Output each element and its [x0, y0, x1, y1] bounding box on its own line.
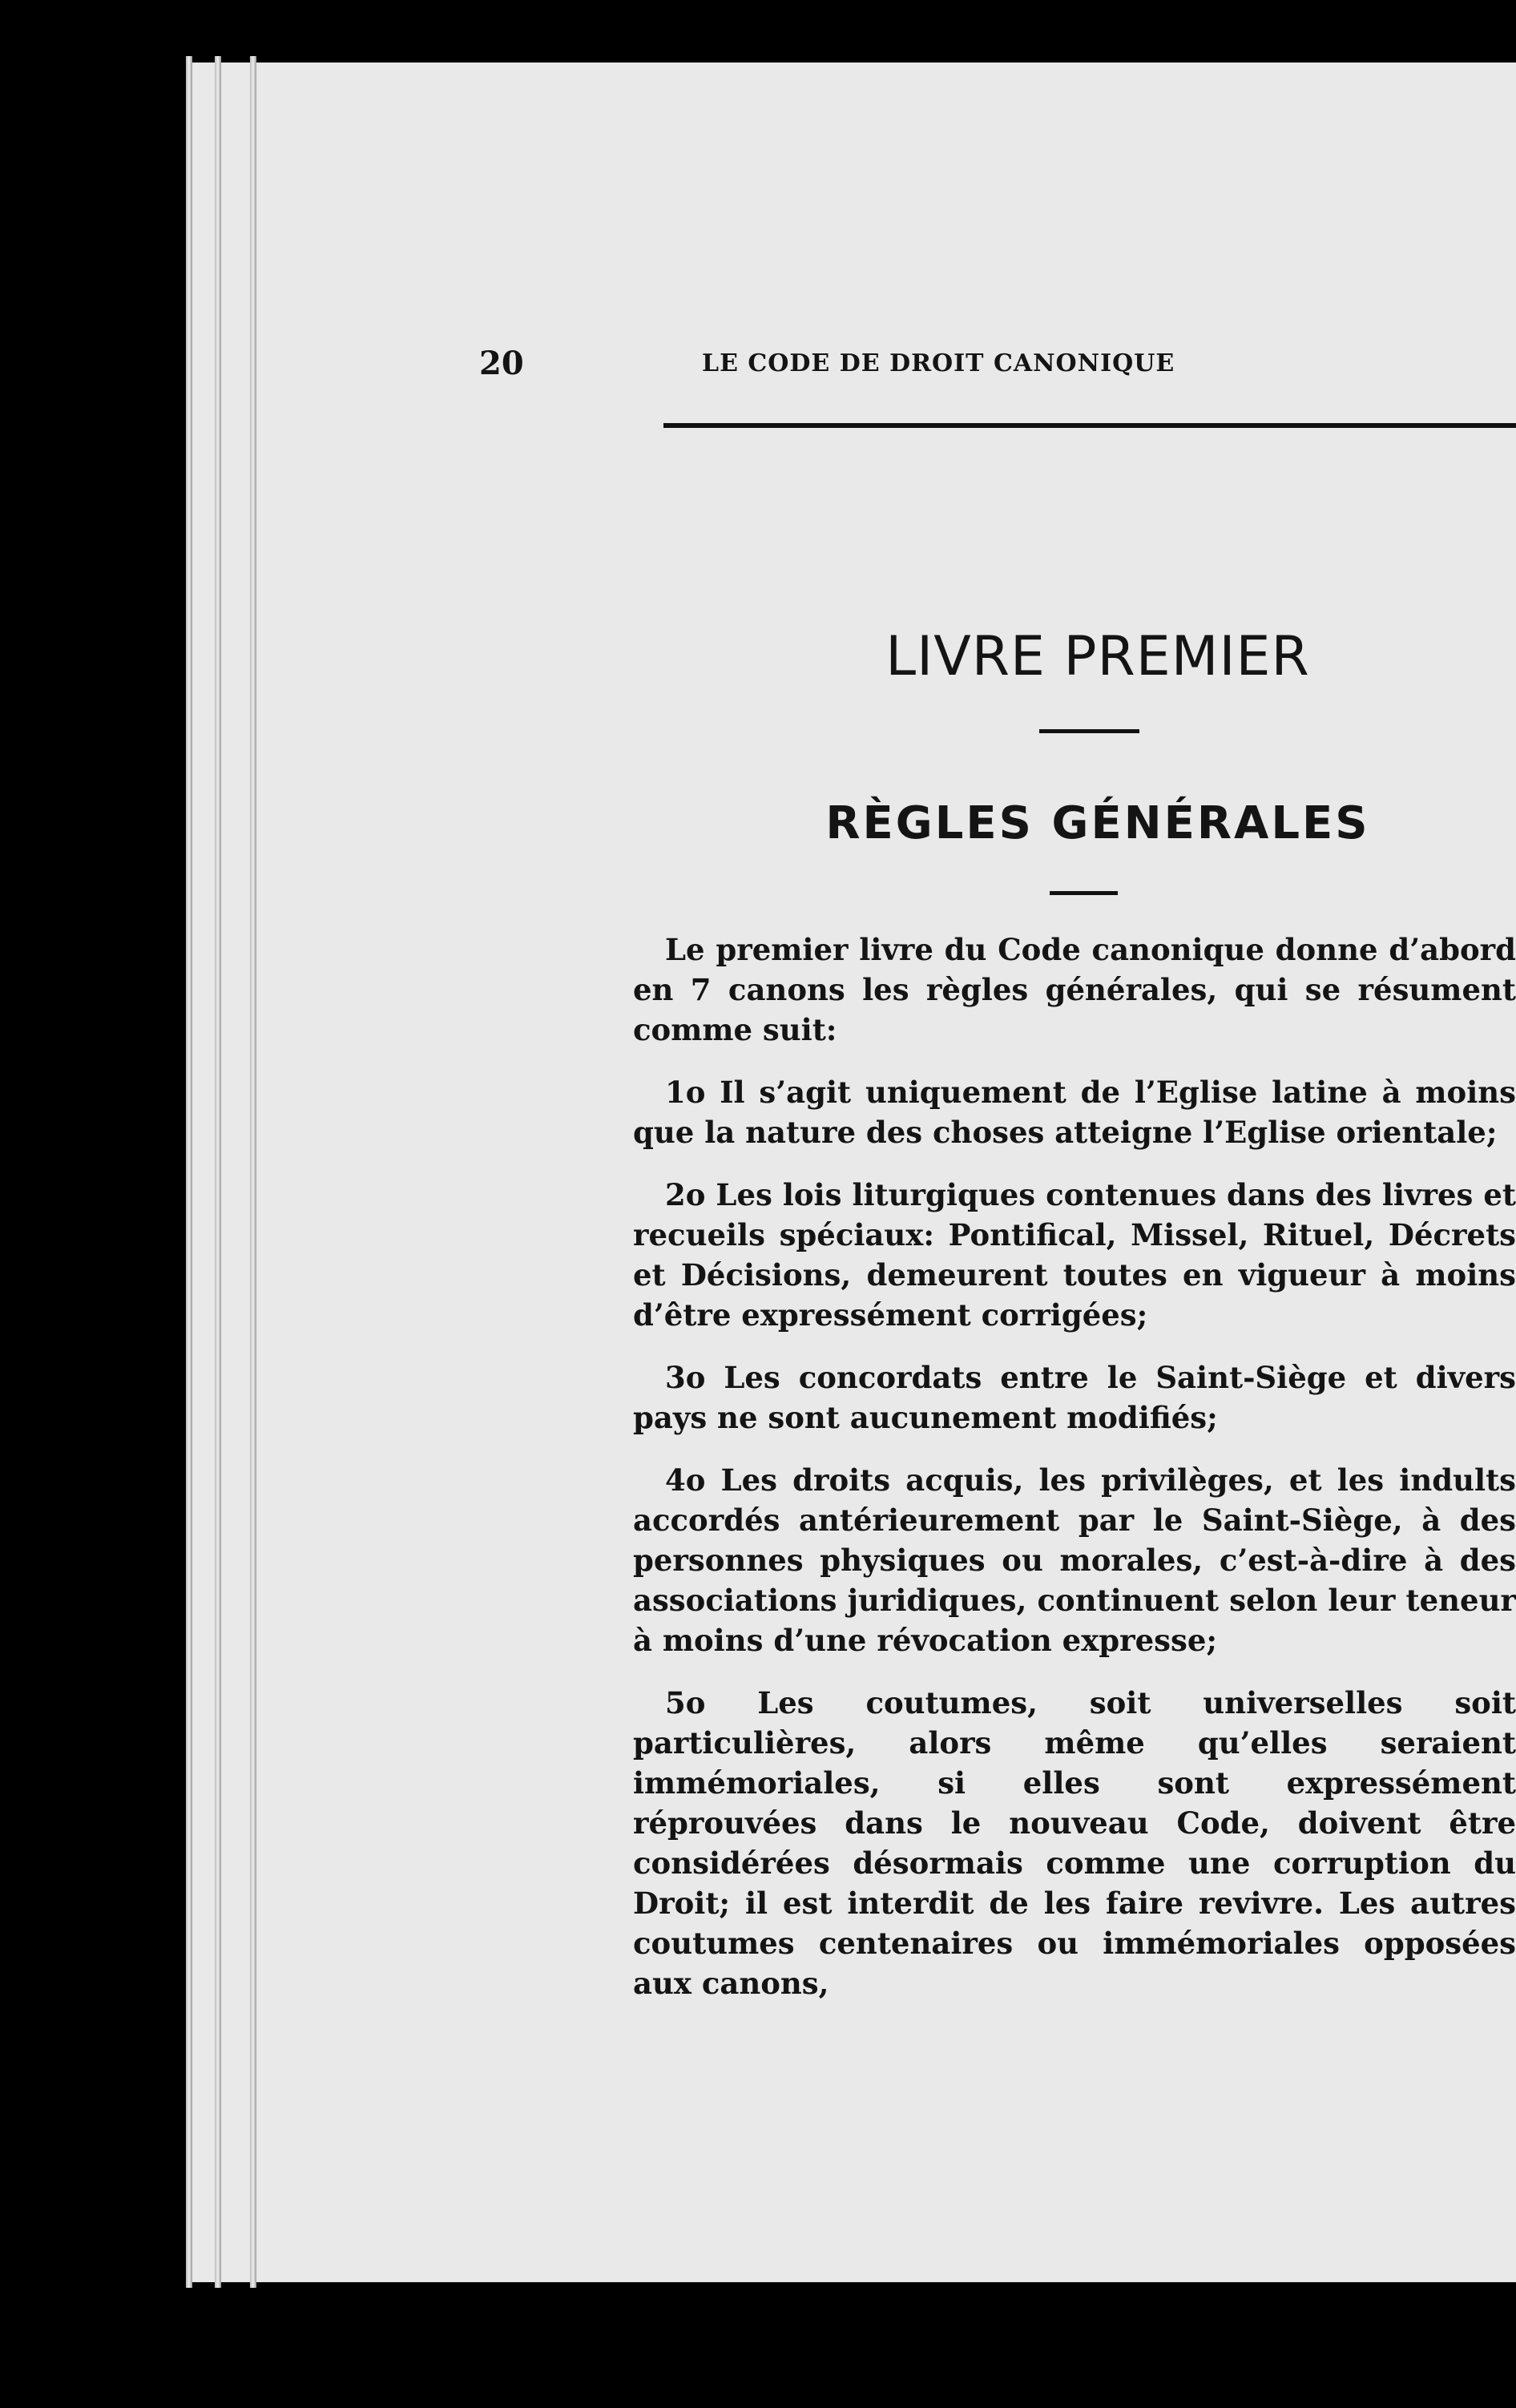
paragraph: Le premier livre du Code canonique donne d’abord en 7 canons les règles générales, qui se résument comme suit: [633, 932, 1516, 1047]
page-header [479, 343, 1516, 383]
paragraph: 2o Les lois liturgiques contenues dans des livres et recueils spéciaux: Pontifical, Missel, Rituel, Décrets et Décisions, demeurent toutes en vigueur à moins d’être expressément corrigées; [633, 1177, 1516, 1333]
page-edge [250, 56, 256, 2288]
running-title: LE CODE DE DROIT CANONIQUE [702, 349, 1175, 377]
page-edge [215, 56, 221, 2288]
page-edge [186, 56, 192, 2288]
page-number: 20 [479, 345, 524, 382]
body-text [633, 930, 1516, 2026]
section-title: RÈGLES GÉNÉRALES [825, 797, 1370, 849]
section-rule [1050, 891, 1118, 895]
header-rule [663, 423, 1516, 428]
paragraph: 1o Il s’agit uniquement de l’Eglise latine à moins que la nature des choses atteigne l’Eglise orientale; [633, 1075, 1516, 1150]
paragraph: 4o Les droits acquis, les privilèges, et les indults accordés antérieurement par le Saint-Siège, à des personnes physiques ou morales, c’est-à-dire à des associations juridiques, continuent selon leur teneur à moins d’une révocation expresse; [633, 1462, 1516, 1658]
title-rule [1039, 729, 1139, 733]
book-title: LIVRE PREMIER [885, 625, 1310, 688]
paragraph: 3o Les concordats entre le Saint-Siège et divers pays ne sont aucunement modifiés; [633, 1360, 1516, 1435]
paragraph: 5o Les coutumes, soit universelles soit particulières, alors même qu’elles seraient immémoriales, si elles sont expressément réprouvées dans le nouveau Code, doivent être considérées désormais comme une corruption du Droit; il est interdit de les faire revivre. Les autres coutumes centenaires ou immémoriales opposées aux canons, [633, 1685, 1516, 2001]
